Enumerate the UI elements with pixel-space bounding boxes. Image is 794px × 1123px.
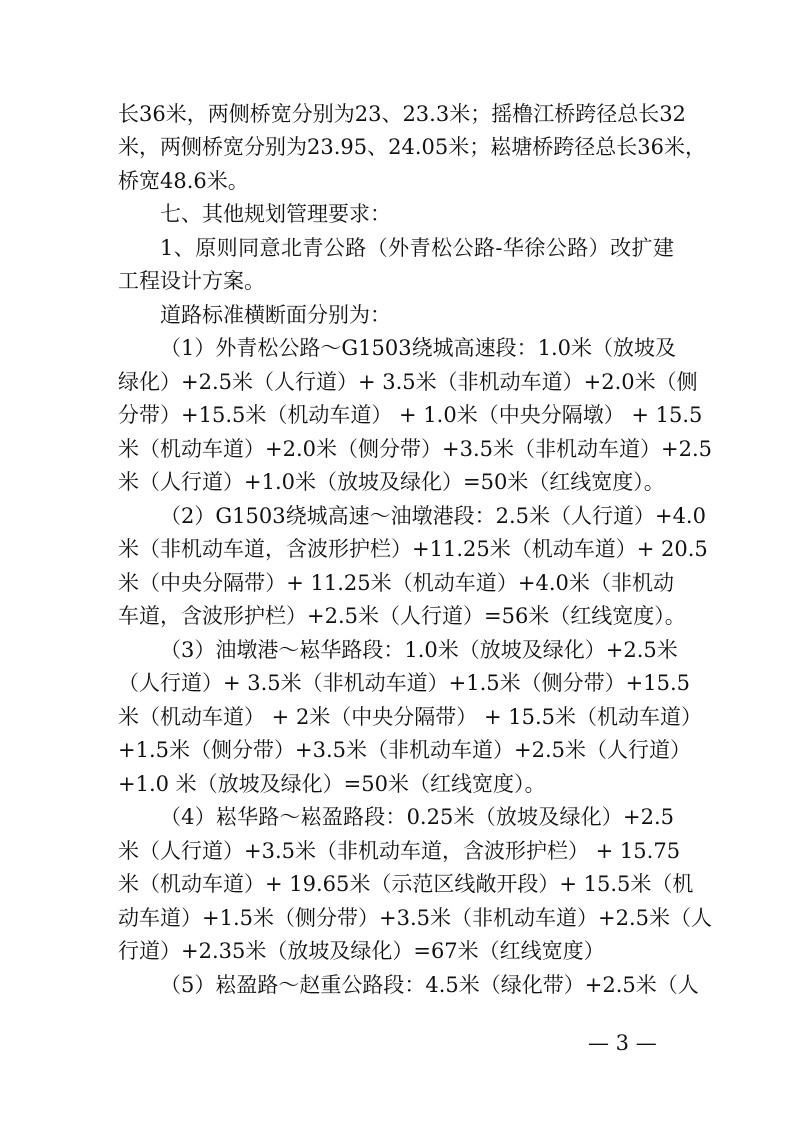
text-line-23: 米（人行道）+3.5米（非机动车道，含波形护栏） + 15.75	[118, 839, 681, 863]
text-line-26: 行道）+2.35米（放坡及绿化）=67米（红线宽度）	[118, 939, 605, 963]
text-line-3: 桥宽48.6米。	[118, 169, 249, 193]
text-line-18: （人行道）+ 3.5米（非机动车道）+1.5米（侧分带）+15.5	[118, 671, 691, 695]
text-line-24: 米（机动车道）+ 19.65米（示范区线敞开段）+ 15.5米（机	[118, 872, 694, 896]
text-line-9: 绿化）+2.5米（人行道）+ 3.5米（非机动车道）+2.0米（侧	[118, 370, 698, 394]
text-line-12: 米（人行道）+1.0米（放坡及绿化）=50米（红线宽度）。	[118, 470, 665, 494]
page-number: — 3 —	[588, 1031, 657, 1055]
text-line-25: 动车道）+1.5米（侧分带）+3.5米（非机动车道）+2.5米（人	[118, 906, 712, 930]
text-line-17: （3）油墩港～崧华路段：1.0米（放坡及绿化）+2.5米	[160, 638, 678, 662]
text-line-6: 工程设计方案。	[118, 269, 265, 293]
text-line-21: +1.0 米（放坡及绿化）=50米（红线宽度）。	[118, 772, 546, 796]
text-line-16: 车道，含波形护栏）+2.5米（人行道）=56米（红线宽度）。	[118, 604, 686, 628]
text-line-2: 米，两侧桥宽分别为23.95、24.05米；崧塘桥跨径总长36米，	[118, 135, 706, 159]
text-line-15: 米（中央分隔带）+ 11.25米（机动车道）+4.0米（非机动	[118, 571, 674, 595]
text-line-19: 米（机动车道） + 2米（中央分隔带） + 15.5米（机动车道）	[118, 705, 703, 729]
text-line-1: 长36米，两侧桥宽分别为23、23.3米；摇橹江桥跨径总长32	[118, 102, 686, 126]
text-line-20: +1.5米（侧分带）+3.5米（非机动车道）+2.5米（人行道）	[118, 738, 691, 762]
text-line-5: 1、原则同意北青公路（外青松公路-华徐公路）改扩建	[160, 236, 674, 260]
text-line-8: （1）外青松公路～G1503绕城高速段：1.0米（放坡及	[160, 336, 676, 360]
text-line-22: （4）崧华路～崧盈路段：0.25米（放坡及绿化）+2.5	[160, 805, 674, 829]
text-line-27: （5）崧盈路～赵重公路段：4.5米（绿化带）+2.5米（人	[160, 973, 699, 997]
text-line-11: 米（机动车道）+2.0米（侧分带）+3.5米（非机动车道）+2.5	[118, 437, 712, 461]
text-line-10: 分带）+15.5米（机动车道） + 1.0米（中央分隔墩） + 15.5	[118, 403, 703, 427]
text-line-14: 米（非机动车道，含波形护栏）+11.25米（机动车道）+ 20.5	[118, 537, 708, 561]
text-line-7: 道路标准横断面分别为：	[160, 303, 391, 327]
text-line-13: （2）G1503绕城高速～油墩港段：2.5米（人行道）+4.0	[160, 504, 706, 528]
section-heading: 七、其他规划管理要求：	[160, 202, 391, 226]
